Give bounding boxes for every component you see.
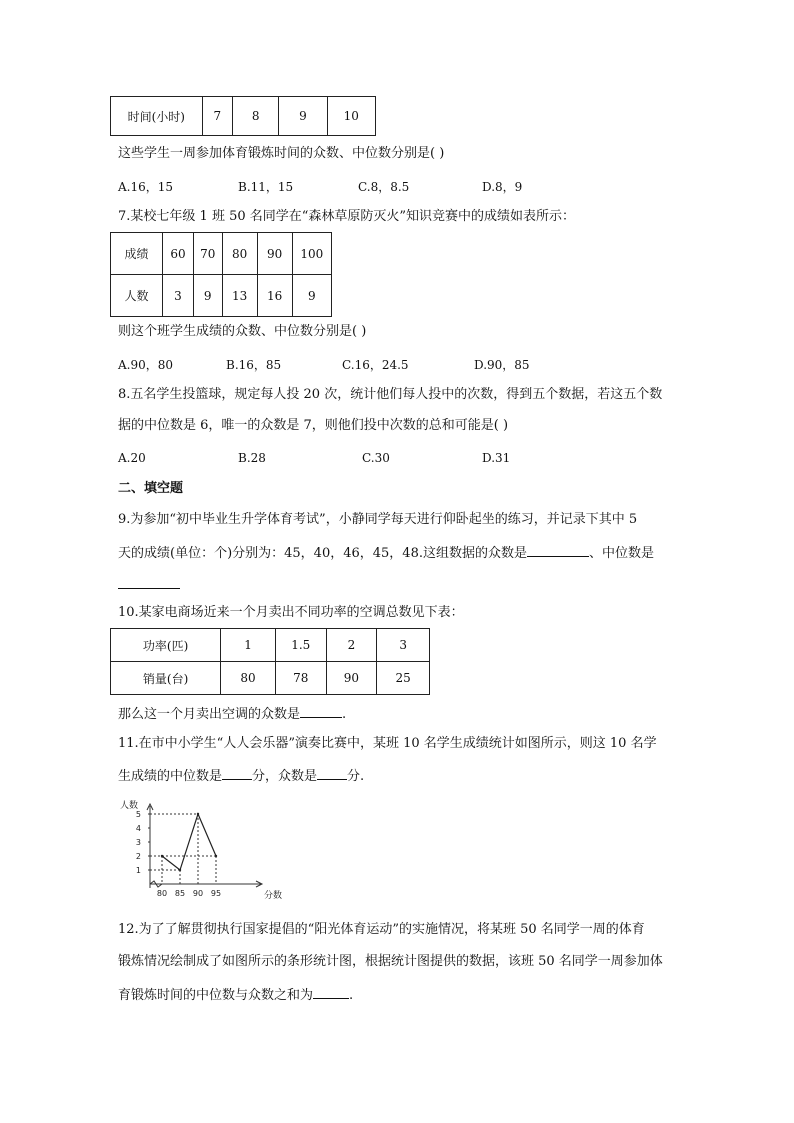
q10-table-cell: 80 [221, 662, 276, 695]
q8-line2: 据的中位数是 6，唯一的众数是 7，则他们投中次数的总和可能是( ) [118, 418, 509, 433]
q10-table-cell: 25 [377, 662, 430, 695]
q12-text-a: 育锻炼时间的中位数与众数之和为 [118, 988, 314, 1003]
q7-score-table [110, 232, 332, 317]
q10-table-label: 销量(台) [111, 662, 221, 695]
q11-blank-mode[interactable] [317, 765, 347, 780]
q9-blank-mode[interactable] [527, 542, 589, 557]
q10-power-table [110, 628, 430, 695]
q10-table-cell: 1.5 [275, 629, 326, 662]
q7-table-label: 成绩 [111, 233, 163, 275]
q6-option-b: B.11，15 [238, 180, 294, 194]
q7-table-cell: 90 [257, 233, 292, 275]
q7-option-a: A.90，80 [118, 358, 174, 372]
q7-question: 则这个班学生成绩的众数、中位数分别是( ) [118, 324, 367, 339]
q10-question [118, 703, 346, 725]
q10-table-cell: 2 [326, 629, 377, 662]
q6-table-cell: 8 [233, 97, 279, 136]
q10-table-cell: 3 [377, 629, 430, 662]
q8-option-b: B.28 [238, 451, 266, 465]
q11-text-a: 生成绩的中位数是 [118, 769, 223, 784]
q7-table-cell: 16 [257, 275, 292, 317]
q6-time-table [110, 96, 376, 136]
x-tick-label: 85 [174, 889, 186, 898]
q9-line2 [118, 542, 654, 564]
q9-text-a: 天的成绩(单位：个)分别为：45，40，46，45，48.这组数据的众数是 [118, 546, 527, 561]
q9-blank-median[interactable] [118, 574, 180, 589]
q6-table-cell: 10 [327, 97, 375, 136]
q6-stem: 这些学生一周参加体育锻炼时间的众数、中位数分别是( ) [118, 146, 445, 161]
x-tick-label: 90 [192, 889, 204, 898]
q7-option-c: C.16，24.5 [342, 358, 409, 372]
q7-table-cell: 9 [193, 275, 222, 317]
q6-option-d: D.8，9 [482, 180, 523, 194]
q10-table-cell: 90 [326, 662, 377, 695]
q7-table-cell: 60 [163, 233, 194, 275]
q10-blank[interactable] [300, 703, 342, 718]
x-tick-label: 95 [210, 889, 222, 898]
q8-line1: 8.五名学生投篮球，规定每人投 20 次，统计他们每人投中的次数，得到五个数据，若这五个数 [118, 387, 663, 402]
q7-table-cell: 70 [193, 233, 222, 275]
y-tick-label: 4 [135, 824, 141, 833]
q12-line1: 12.为了了解贯彻执行国家提倡的“阳光体育运动”的实施情况，将某班 50 名同学一周的体育 [118, 922, 645, 937]
q11-line2 [118, 765, 364, 787]
q11-line-chart [114, 796, 283, 906]
q7-table-label: 人数 [111, 275, 163, 317]
q7-option-d: D.90，85 [474, 358, 530, 372]
q7-table-cell: 80 [222, 233, 257, 275]
q8-option-a: A.20 [118, 451, 146, 465]
data-point [179, 869, 181, 871]
y-tick-label: 3 [135, 838, 141, 847]
q6-table-cell: 9 [279, 97, 327, 136]
y-tick-label: 2 [135, 852, 141, 861]
q10-text-a: 那么这一个月卖出空调的众数是 [118, 707, 301, 722]
q12-blank[interactable] [313, 984, 349, 999]
q10-table-label: 功率(匹) [111, 629, 221, 662]
q7-table-cell: 3 [163, 275, 194, 317]
q11-line1: 11.在市中小学生“人人会乐器”演奏比赛中，某班 10 名学生成绩统计如图所示，则这 10 名学 [118, 736, 657, 751]
q7-table-cell: 100 [292, 233, 331, 275]
y-axis-label: 人数 [120, 801, 139, 811]
q6-table-cell: 7 [202, 97, 233, 136]
q6-table-header: 时间(小时) [111, 97, 203, 136]
data-point [197, 813, 199, 815]
q6-option-c: C.8，8.5 [358, 180, 410, 194]
q11-text-c: 分. [347, 769, 365, 784]
q12-text-b: . [349, 988, 354, 1003]
q12-line2: 锻炼情况绘制成了如图所示的条形统计图，根据统计图提供的数据，该班 50 名同学一周参加体 [118, 954, 663, 969]
q12-line3 [118, 984, 353, 1006]
q7-table-cell: 13 [222, 275, 257, 317]
x-tick-label: 80 [156, 889, 168, 898]
q9-text-b: 、中位数是 [589, 546, 655, 561]
q10-text-b: . [342, 707, 347, 722]
x-axis-label: 分数 [264, 891, 283, 901]
q10-stem: 10.某家电商场近来一个月卖出不同功率的空调总数见下表： [118, 605, 464, 620]
data-point [215, 855, 217, 857]
q8-option-d: D.31 [482, 451, 511, 465]
q9-line1: 9.为参加“初中毕业生升学体育考试”，小静同学每天进行仰卧起坐的练习，并记录下其中 5 [118, 512, 638, 527]
y-tick-label: 5 [135, 810, 141, 819]
q7-table-cell: 9 [292, 275, 331, 317]
data-point [161, 855, 163, 857]
data-series-line [162, 814, 216, 870]
q7-stem: 7.某校七年级 1 班 50 名同学在“森林草原防灭火”知识竞赛中的成绩如表所示： [118, 209, 576, 224]
q10-table-cell: 1 [221, 629, 276, 662]
q8-option-c: C.30 [362, 451, 390, 465]
q6-option-a: A.16，15 [118, 180, 174, 194]
q11-text-b: 分，众数是 [252, 769, 318, 784]
q10-table-cell: 78 [275, 662, 326, 695]
section-title: 二、填空题 [118, 481, 184, 496]
q7-option-b: B.16，85 [226, 358, 282, 372]
q11-blank-median[interactable] [222, 765, 252, 780]
y-tick-label: 1 [135, 866, 141, 875]
